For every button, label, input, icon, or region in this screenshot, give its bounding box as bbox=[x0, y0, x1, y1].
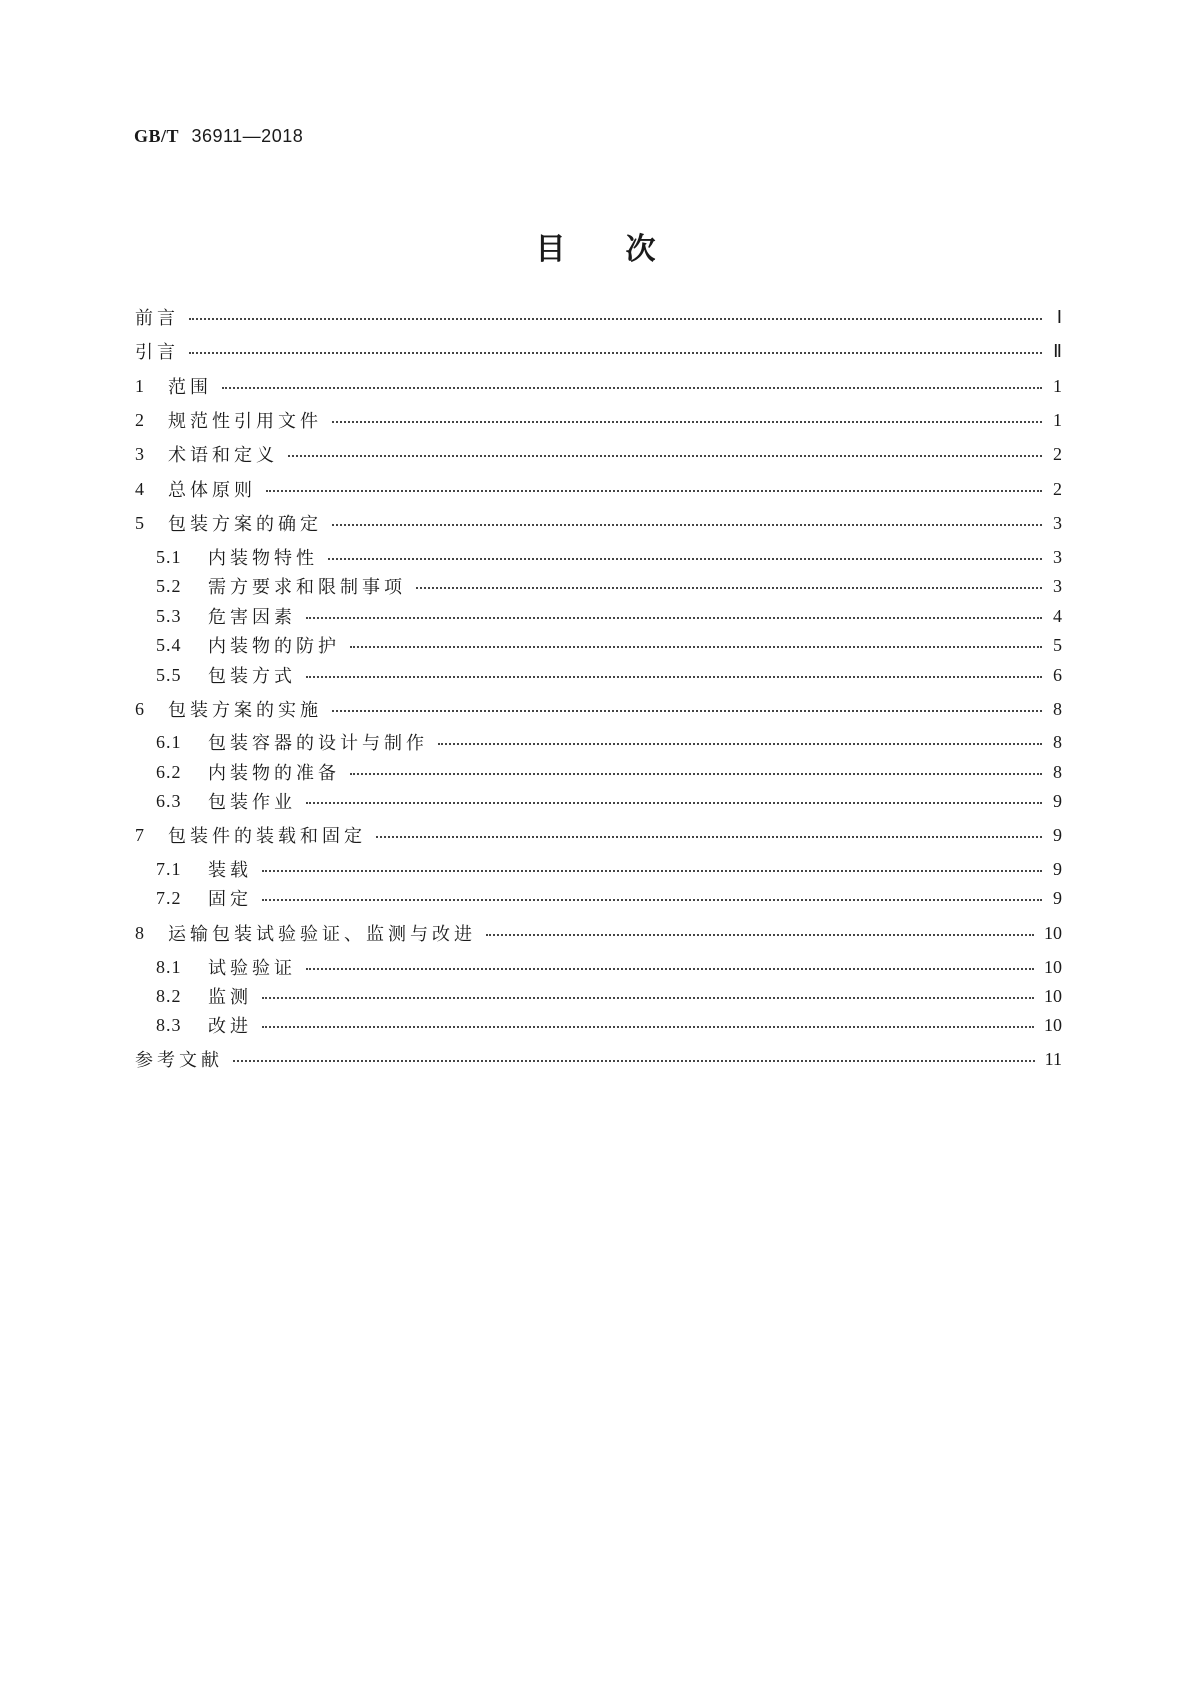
toc-entry-title: 包装方案的实施 bbox=[168, 700, 322, 721]
toc-entry[interactable] bbox=[156, 1012, 1062, 1038]
toc-entry-page: 3 bbox=[1053, 546, 1062, 567]
toc-entry-page: 8 bbox=[1053, 731, 1062, 752]
toc-entry-title: 装载 bbox=[208, 860, 252, 881]
toc-dot-leader bbox=[328, 558, 1042, 560]
toc-entry[interactable] bbox=[156, 729, 1062, 755]
toc-dot-leader bbox=[266, 490, 1042, 492]
toc-entry[interactable] bbox=[135, 476, 1062, 502]
toc-entry-title: 包装作业 bbox=[208, 792, 296, 813]
toc-entry-page: 1 bbox=[1053, 409, 1062, 430]
toc-entry-page: 8 bbox=[1053, 698, 1062, 719]
toc-entry-page: 1 bbox=[1053, 375, 1062, 396]
toc-entry-number: 7.2 bbox=[156, 887, 182, 908]
toc-dot-leader bbox=[262, 870, 1042, 872]
toc-entry-page: 11 bbox=[1044, 1048, 1062, 1069]
toc-dot-leader bbox=[416, 587, 1042, 589]
toc-dot-leader bbox=[222, 387, 1042, 389]
toc-entry-title: 包装方案的确定 bbox=[168, 514, 322, 535]
toc-entry-number: 5.1 bbox=[156, 546, 182, 567]
toc-entry-number: 6.3 bbox=[156, 790, 182, 811]
toc-entry-title: 包装方式 bbox=[208, 666, 296, 687]
toc-entry-page: 9 bbox=[1053, 824, 1062, 845]
toc-entry-page: Ⅱ bbox=[1053, 340, 1062, 361]
toc-entry-title: 前言 bbox=[135, 308, 179, 329]
toc-entry-page: 3 bbox=[1053, 575, 1062, 596]
toc-entry-page: 9 bbox=[1053, 887, 1062, 908]
toc-entry-title: 试验验证 bbox=[208, 958, 296, 979]
toc-dot-leader bbox=[332, 710, 1042, 712]
toc-entry[interactable] bbox=[156, 885, 1062, 911]
toc-entry-number: 8.2 bbox=[156, 985, 182, 1006]
toc-dot-leader bbox=[262, 899, 1042, 901]
toc-dot-leader bbox=[189, 318, 1042, 320]
toc-entry-page: 3 bbox=[1053, 512, 1062, 533]
toc-entry[interactable] bbox=[135, 338, 1062, 364]
toc-entry[interactable] bbox=[156, 544, 1062, 570]
toc-entry[interactable] bbox=[156, 632, 1062, 658]
standard-prefix: GB/T bbox=[134, 126, 180, 146]
toc-entry-title: 危害因素 bbox=[208, 607, 296, 628]
toc-entry[interactable] bbox=[135, 696, 1062, 722]
toc-entry[interactable] bbox=[135, 1046, 1062, 1072]
toc-entry[interactable] bbox=[135, 510, 1062, 536]
toc-dot-leader bbox=[306, 968, 1034, 970]
toc-entry-page: 10 bbox=[1044, 985, 1062, 1006]
toc-dot-leader bbox=[376, 836, 1042, 838]
toc-entry[interactable] bbox=[135, 407, 1062, 433]
toc-entry-number: 5.5 bbox=[156, 664, 182, 685]
toc-entry-number: 6 bbox=[135, 698, 145, 719]
toc-entry-number: 7 bbox=[135, 824, 145, 845]
toc-dot-leader bbox=[288, 455, 1042, 457]
toc-entry[interactable] bbox=[135, 822, 1062, 848]
toc-entry-number: 8 bbox=[135, 922, 145, 943]
standard-number: 36911—2018 bbox=[191, 126, 304, 146]
toc-entry-number: 2 bbox=[135, 409, 145, 430]
toc-entry-page: 10 bbox=[1044, 956, 1062, 977]
toc-entry-title: 需方要求和限制事项 bbox=[208, 577, 406, 598]
toc-entry-number: 7.1 bbox=[156, 858, 182, 879]
toc-entry-number: 5.3 bbox=[156, 605, 182, 626]
toc-entry-number: 5 bbox=[135, 512, 145, 533]
toc-dot-leader bbox=[332, 421, 1042, 423]
toc-entry[interactable] bbox=[135, 304, 1062, 330]
toc-entry-title: 总体原则 bbox=[168, 480, 256, 501]
toc-entry-title: 改进 bbox=[208, 1016, 252, 1037]
toc-dot-leader bbox=[306, 617, 1042, 619]
toc-entry-page: 5 bbox=[1053, 634, 1062, 655]
toc-entry-title: 内装物的防护 bbox=[208, 636, 340, 657]
toc-entry-title: 固定 bbox=[208, 889, 252, 910]
toc-entry[interactable] bbox=[156, 788, 1062, 814]
toc-entry[interactable] bbox=[135, 441, 1062, 467]
toc-entry-number: 4 bbox=[135, 478, 145, 499]
toc-dot-leader bbox=[262, 1026, 1034, 1028]
toc-entry-title: 规范性引用文件 bbox=[168, 411, 322, 432]
toc-entry-page: 8 bbox=[1053, 761, 1062, 782]
standard-code bbox=[134, 126, 303, 147]
toc-entry[interactable] bbox=[156, 759, 1062, 785]
toc-dot-leader bbox=[306, 676, 1042, 678]
toc-entry-number: 8.3 bbox=[156, 1014, 182, 1035]
toc-entry-page: 10 bbox=[1044, 1014, 1062, 1035]
toc-entry-title: 监测 bbox=[208, 987, 252, 1008]
toc-entry-number: 5.2 bbox=[156, 575, 182, 596]
toc-entry[interactable] bbox=[135, 920, 1062, 946]
toc-dot-leader bbox=[332, 524, 1042, 526]
toc-entry-title: 包装件的装载和固定 bbox=[168, 826, 366, 847]
toc-dot-leader bbox=[350, 773, 1042, 775]
toc-entry[interactable] bbox=[156, 856, 1062, 882]
toc-dot-leader bbox=[486, 934, 1034, 936]
toc-entry[interactable] bbox=[135, 373, 1062, 399]
toc-entry-number: 1 bbox=[135, 375, 145, 396]
toc-entry-number: 5.4 bbox=[156, 634, 182, 655]
toc-dot-leader bbox=[262, 997, 1034, 999]
toc-entry-title: 引言 bbox=[135, 342, 179, 363]
toc-entry-page: 2 bbox=[1053, 478, 1062, 499]
toc-entry-title: 内装物特性 bbox=[208, 548, 318, 569]
toc-dot-leader bbox=[233, 1060, 1035, 1062]
toc-entry-page: 4 bbox=[1053, 605, 1062, 626]
toc-entry-page: Ⅰ bbox=[1056, 306, 1062, 327]
toc-entry-page: 9 bbox=[1053, 790, 1062, 811]
toc-entry-title: 内装物的准备 bbox=[208, 763, 340, 784]
toc-entry-number: 6.1 bbox=[156, 731, 182, 752]
toc-entry-title: 运输包装试验验证、监测与改进 bbox=[168, 924, 476, 945]
toc-entry[interactable] bbox=[156, 603, 1062, 629]
toc-entry-number: 8.1 bbox=[156, 956, 182, 977]
toc-entry-title: 范围 bbox=[168, 377, 212, 398]
toc-entry[interactable] bbox=[156, 662, 1062, 688]
toc-entry-page: 10 bbox=[1044, 922, 1062, 943]
page-title: 目次 bbox=[535, 232, 716, 267]
toc-entry-page: 6 bbox=[1053, 664, 1062, 685]
toc-entry-number: 6.2 bbox=[156, 761, 182, 782]
toc-entry-page: 9 bbox=[1053, 858, 1062, 879]
toc-entry-page: 2 bbox=[1053, 443, 1062, 464]
toc-dot-leader bbox=[306, 802, 1042, 804]
toc-dot-leader bbox=[350, 646, 1042, 648]
toc-dot-leader bbox=[189, 352, 1042, 354]
toc-entry[interactable] bbox=[156, 954, 1062, 980]
toc-entry-title: 参考文献 bbox=[135, 1050, 223, 1071]
toc-entry[interactable] bbox=[156, 573, 1062, 599]
toc-entry-title: 包装容器的设计与制作 bbox=[208, 733, 428, 754]
toc-dot-leader bbox=[438, 743, 1042, 745]
toc-entry[interactable] bbox=[156, 983, 1062, 1009]
toc-entry-number: 3 bbox=[135, 443, 145, 464]
toc-entry-title: 术语和定义 bbox=[168, 445, 278, 466]
